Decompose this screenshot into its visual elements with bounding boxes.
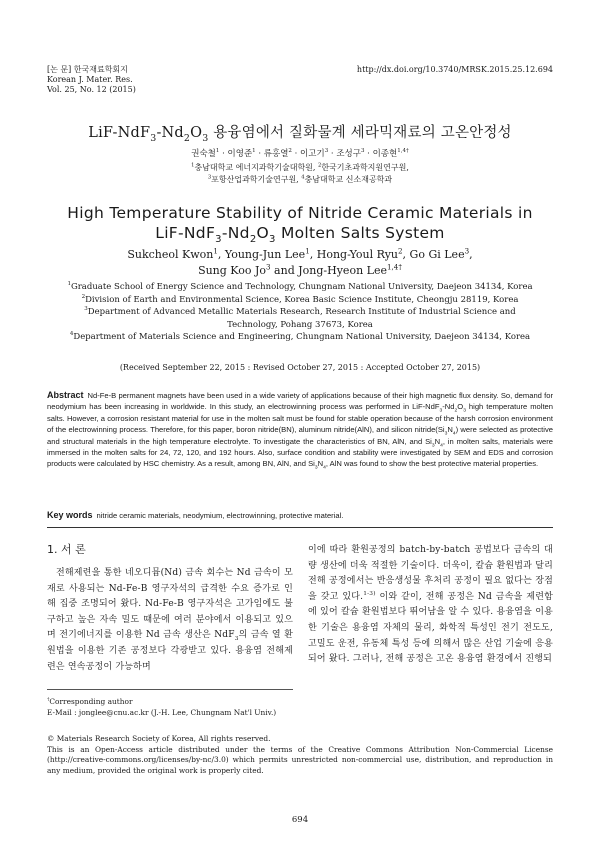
journal-volume: Vol. 25, No. 12 (2015) [47, 85, 136, 94]
copyright: © Materials Research Society of Korea, All rights reserved. [47, 734, 271, 743]
affiliations-english: $^1$Graduate School of Energy Science and Technology, Chungnam National University, Daejeon 34134, Korea $^2$Division of Earth and Environmental Science, Korea Basic Science Institute, Cheongju 28119, Korea $^3$Department of Advanced Metallic Materials Research, Research Institute of Industrial Science and Technology, Pohang 37673, Korea $^4$Department of Materials Science and Engineering, Chungnam National University, Daejeon 34134, Korea [67, 281, 533, 342]
abstract: Abstract Nd-Fe-B permanent magnets have been used in a wide variety of applications because of their high magnetic flux density. So, demand for neodymium has been increasing in worldwide. In this study, an electrowinning process was performed in LiF-$NdF_3-Nd_2O_3$ high temperature molten salts. However, a corrosion resistant material for use in the molten salt must be found for stable operation because of the harsh corrosion environment of the electrowinning process. Therefore, for this paper, boron nitride(BN), aluminum nitride(AlN), and silicon $nitride(Si_3N_4)$ were selected as protective and structural materials in the high temperature electrolyte. To investigate the characteristics of BN, AlN, and $Si_3N_4$, in molten salts, materials were immersed in the molten salts for 24, 72, 120, and 192 hours. Also, surface condition and stability were investigated by SEM and EDS and corrosion products were calculated by HSC chemistry. As a result, among BN, AlN, and $Si_3N_4$, AlN was found to show the best protective material properties. [47, 390, 553, 471]
page-number: 694 [291, 815, 309, 825]
doi-link[interactable]: http://dx.doi.org/10.3740/MRSK.2015.25.12.694 [356, 65, 553, 74]
section-divider [47, 527, 553, 528]
journal-name-en: Korean J. Mater. Res. [47, 75, 133, 84]
license-notice [47, 734, 553, 776]
received-dates: (Received September 22, 2015 : Revised October 27, 2015 : Accepted October 27, 2015) [119, 363, 481, 372]
corresponding-email: E-Mail : jonglee@cnu.ac.kr (J.-H. Lee, Chungnam Nat'l Univ.) [47, 707, 277, 717]
journal-name-kr: [논 문] 한국재료학회지 [47, 65, 128, 74]
section-title-introduction: 1. 서 론 [47, 543, 86, 556]
journal-info [47, 65, 136, 95]
keywords-label: Key words [47, 510, 93, 520]
keywords: Key words nitride ceramic materials, neodymium, electrowinning, protective material. [47, 510, 344, 520]
affiliations-korean: $^1$충남대학교 에너지과학기술대학원, $^2$한국기초과학지원연구원, $^3$포항산업과학기술연구원, $^4$충남대학교 신소재공학과 [191, 162, 409, 184]
footnote-divider [47, 689, 293, 690]
abstract-label: Abstract [47, 390, 84, 400]
body-column-left: 전해제련을 통한 네오디뮴(Nd) 금속 회수는 Nd 금속이 모재로 사용되는 Nd-Fe-B 영구자석의 급격한 수요 증가로 인해 집중 조명되어 왔다. Nd-Fe-B 영구자석은 고가임에도 불구하고 높은 자속 밀도 때문에 여러 분야에서 이용되고 있으며 전기에너지를 이용한 Nd 금속 생산은 NdF$_3$의 금속 열 환원법을 이용한 기존 공정보다 각광받고 있다. 용융염 전해제련은 연속공정이 가능하며 [47, 568, 294, 672]
footnote: †Corresponding author E-Mail : jonglee@cnu.ac.kr (J.-H. Lee, Chungnam Nat'l Univ.) [47, 697, 553, 718]
body-column-right: 이에 따라 환원공정의 batch-by-batch 공법보다 금속의 대량 생산에 더욱 적절한 기술이다. 더욱이, 칼슘 환원법과 달리 전해 공정에서는 반응생성물 후처리 공정이 필요 없다는 장점을 갖고 있다.$^{1-3)}$ 이와 같이, 전해 공정은 Nd 금속을 제련함에 있어 칼슘 환원법보다 뛰어남을 알 수 있다. 용융염을 이용한 기술은 용융염 자체의 물리, 화학적 특성인 전기 전도도, 고밀도 운전, 유동체 특성 등에 의해서 많은 산업 기술에 응용되어 왔다. 그러나, 전해 공정은 고온 용융염 환경에서 진행되 [308, 545, 553, 665]
title-korean: LiF-$NdF_3-Nd_2O_3$ 용융염에서 질화물계 세라믹재료의 고온안정성 [88, 125, 512, 144]
authors-english: Sukcheol Kwon$^1$, Young-Jun Lee$^1$, Hong-Youl Ryu$^2$, Go Gi Lee$^3$, Sung Koo Jo$^3$ and Jong-Hyeon Lee$^{1,4\dagger}$ [127, 246, 473, 277]
license-text: This is an Open-Access article distributed under the terms of the Creative Commons Attribution Non-Commercial License (http://creative-commons.org/licenses/by-nc/3.0) which permits unrestricted non-commercial use, distribution, and reproduction in any medium, provided the original work is properly cited. [47, 744, 553, 775]
authors-korean: 권숙철$^1$ · 이영준$^1$ · 류홍열$^2$ · 이고기$^3$ · 조성구$^3$ · 이종현$^{1,4\dagger}$ [191, 148, 409, 159]
title-english: High Temperature Stability of Nitride Ceramic Materials in LiF-$NdF_3-Nd_2O_3$ Molten Salts System [67, 204, 533, 246]
